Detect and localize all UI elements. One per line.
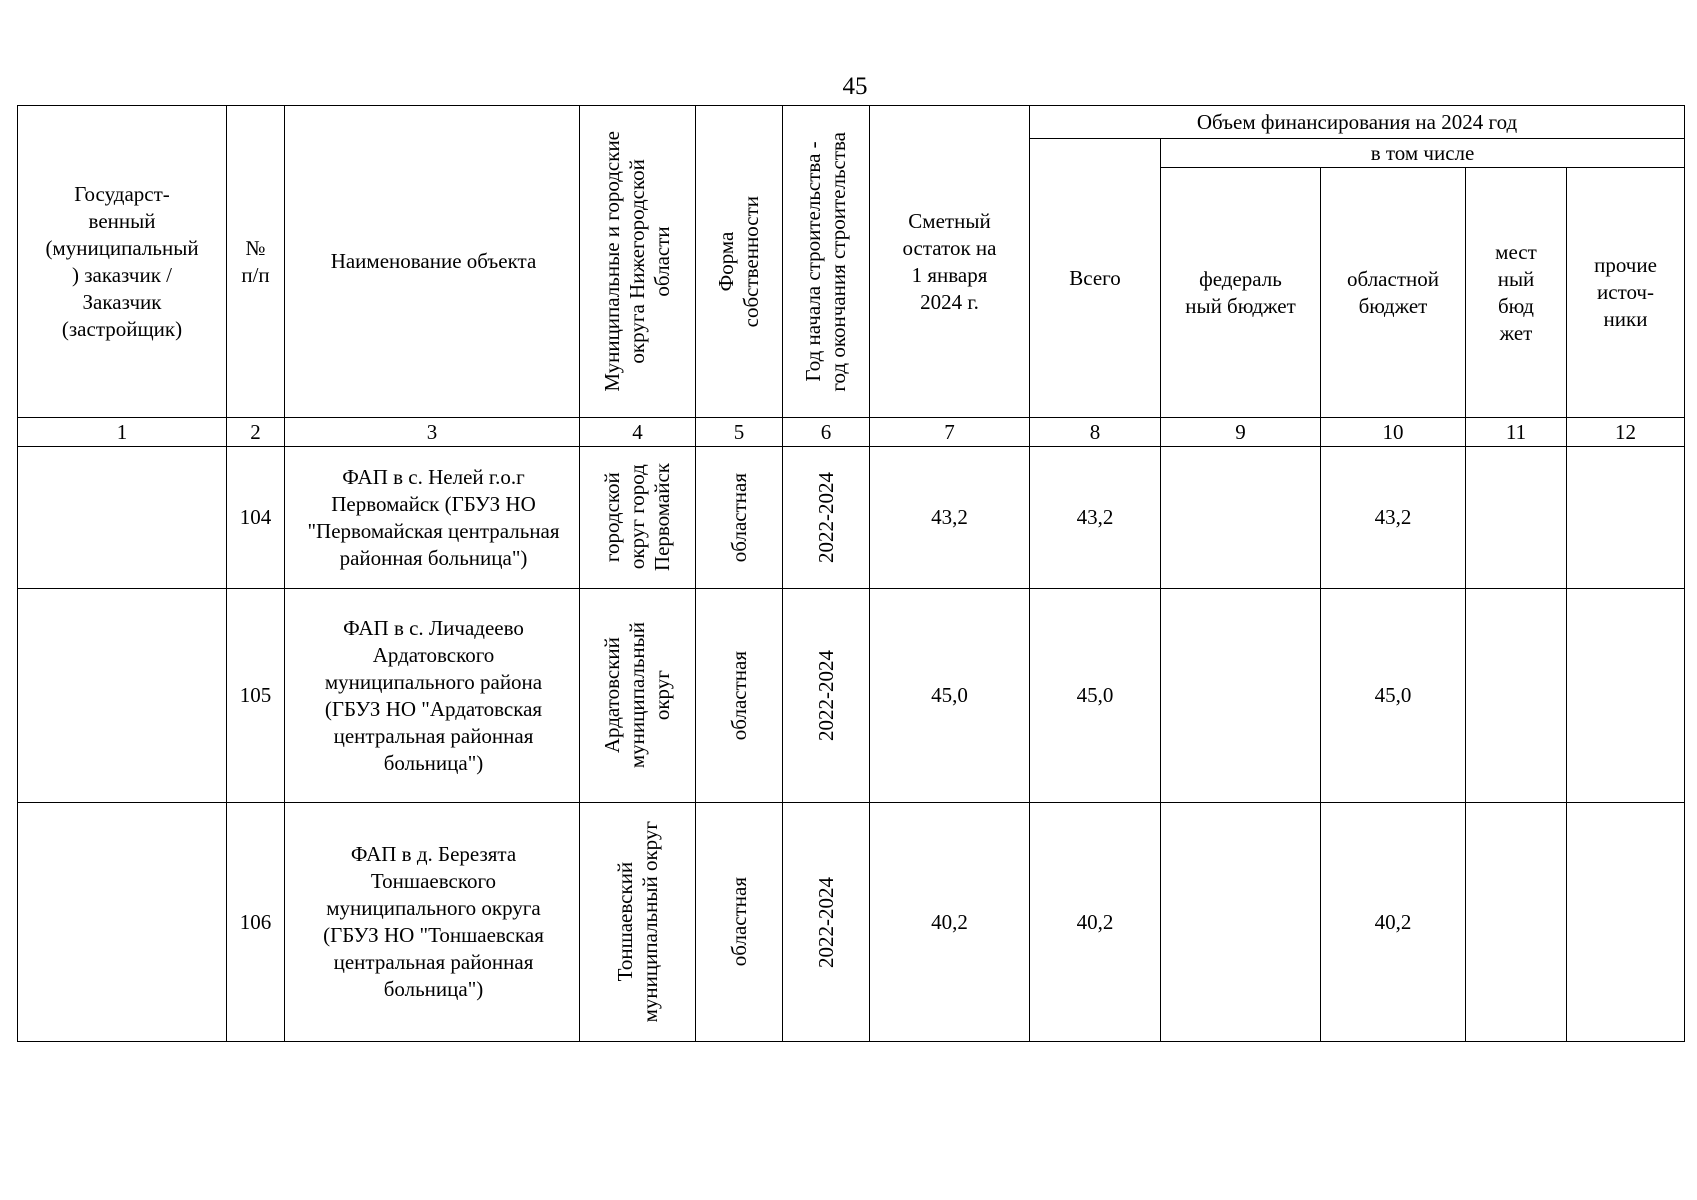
table-row <box>18 803 1685 1042</box>
column-number: 1 <box>18 418 227 447</box>
column-number: 12 <box>1567 418 1685 447</box>
cell-regional: 40,2 <box>1321 803 1466 1042</box>
cell-federal <box>1161 447 1321 589</box>
cell-ownership: областная <box>696 447 783 589</box>
column-number-row <box>18 418 1685 447</box>
header-funding-group: Объем финансирования на 2024 год <box>1030 106 1685 139</box>
cell-other <box>1567 447 1685 589</box>
cell-estimate: 43,2 <box>870 447 1030 589</box>
header-federal: федераль ный бюджет <box>1161 168 1321 418</box>
column-number: 3 <box>285 418 580 447</box>
cell-estimate: 45,0 <box>870 589 1030 803</box>
cell-customer <box>18 447 227 589</box>
cell-row-no: 104 <box>227 447 285 589</box>
cell-estimate: 40,2 <box>870 803 1030 1042</box>
cell-total: 43,2 <box>1030 447 1161 589</box>
header-row-no: № п/п <box>227 106 285 418</box>
cell-local <box>1466 447 1567 589</box>
header-row-1 <box>18 106 1685 139</box>
cell-years: 2022-2024 <box>783 589 870 803</box>
header-estimate: Сметный остаток на 1 января 2024 г. <box>870 106 1030 418</box>
cell-object-name: ФАП в с. Личадеево Ардатовского муниципального района (ГБУЗ НО "Ардатовская центральная районная больница") <box>285 589 580 803</box>
cell-municipality: Ардатовский муниципальный округ <box>580 589 696 803</box>
cell-object-name: ФАП в д. Березята Тоншаевского муниципального округа (ГБУЗ НО "Тоншаевская центральная районная больница") <box>285 803 580 1042</box>
cell-regional: 45,0 <box>1321 589 1466 803</box>
header-including: в том числе <box>1161 139 1685 168</box>
cell-customer <box>18 803 227 1042</box>
cell-other <box>1567 589 1685 803</box>
cell-row-no: 105 <box>227 589 285 803</box>
column-number: 8 <box>1030 418 1161 447</box>
cell-ownership: областная <box>696 803 783 1042</box>
column-number: 9 <box>1161 418 1321 447</box>
header-other: прочие источ- ники <box>1567 168 1685 418</box>
page-number: 45 <box>842 73 868 100</box>
header-total: Всего <box>1030 139 1161 418</box>
column-number: 2 <box>227 418 285 447</box>
cell-years: 2022-2024 <box>783 447 870 589</box>
cell-local <box>1466 589 1567 803</box>
header-municipality: Муниципальные и городские округа Нижегородской области <box>580 106 696 418</box>
column-number: 7 <box>870 418 1030 447</box>
cell-federal <box>1161 589 1321 803</box>
cell-municipality: Тоншаевский муниципальный округ <box>580 803 696 1042</box>
header-local: мест ный бюд жет <box>1466 168 1567 418</box>
header-customer: Государст- венный (муниципальный ) заказчик / Заказчик (застройщик) <box>18 106 227 418</box>
header-ownership: Форма собственности <box>696 106 783 418</box>
header-regional: областной бюджет <box>1321 168 1466 418</box>
cell-customer <box>18 589 227 803</box>
column-number: 6 <box>783 418 870 447</box>
cell-object-name: ФАП в с. Нелей г.о.г Первомайск (ГБУЗ НО "Первомайская центральная районная больница") <box>285 447 580 589</box>
table-row <box>18 589 1685 803</box>
column-number: 4 <box>580 418 696 447</box>
cell-municipality: городской округ город Первомайск <box>580 447 696 589</box>
header-years: Год начала строительства - год окончания строительства <box>783 106 870 418</box>
cell-ownership: областная <box>696 589 783 803</box>
cell-total: 40,2 <box>1030 803 1161 1042</box>
cell-local <box>1466 803 1567 1042</box>
column-number: 5 <box>696 418 783 447</box>
cell-row-no: 106 <box>227 803 285 1042</box>
cell-other <box>1567 803 1685 1042</box>
column-number: 11 <box>1466 418 1567 447</box>
financing-table <box>17 105 1685 1042</box>
table-row <box>18 447 1685 589</box>
cell-years: 2022-2024 <box>783 803 870 1042</box>
header-object-name: Наименование объекта <box>285 106 580 418</box>
cell-regional: 43,2 <box>1321 447 1466 589</box>
cell-federal <box>1161 803 1321 1042</box>
column-number: 10 <box>1321 418 1466 447</box>
cell-total: 45,0 <box>1030 589 1161 803</box>
